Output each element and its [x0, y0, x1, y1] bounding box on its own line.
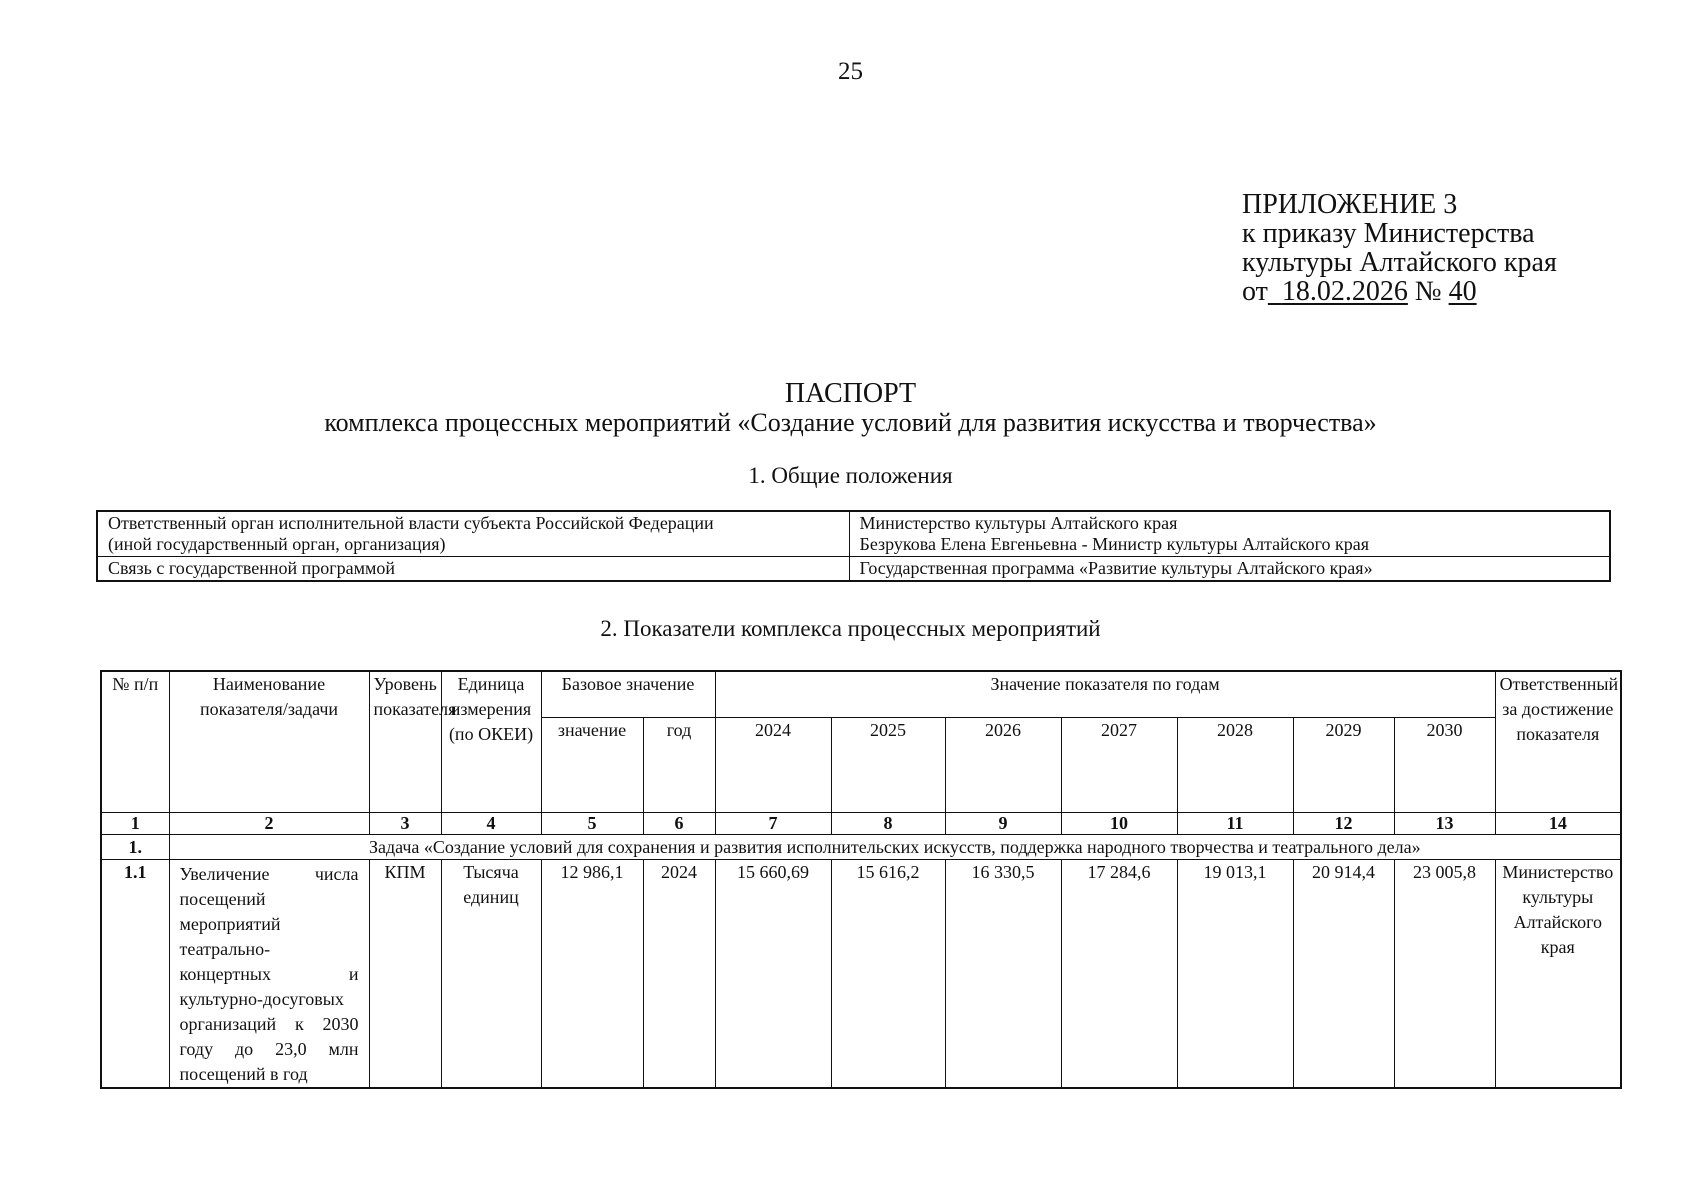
appendix-line-2: к приказу Министерства [1242, 218, 1535, 249]
column-number: 10 [1061, 813, 1177, 835]
row-num: 1.1 [101, 860, 169, 1089]
column-number: 14 [1495, 813, 1621, 835]
general-label-cell: Связь с государственной программой [97, 557, 849, 582]
header-row [101, 671, 1621, 718]
header-base-value: значение [541, 718, 643, 813]
appendix-title: ПРИЛОЖЕНИЕ 3 [1242, 189, 1458, 220]
general-row [97, 557, 1610, 582]
header-by-years: Значение показателя по годам [715, 671, 1495, 718]
column-number: 4 [441, 813, 541, 835]
row-value-2026: 16 330,5 [945, 860, 1061, 1089]
row-responsible: Министерство культуры Алтайского края [1495, 860, 1621, 1089]
header-year-2030: 2030 [1394, 718, 1495, 813]
indicators-heading: 2. Показатели комплекса процессных мероприятий [600, 616, 1101, 641]
column-number: 6 [643, 813, 715, 835]
header-year-2026: 2026 [945, 718, 1061, 813]
header-num: № п/п [101, 671, 169, 813]
header-base: Базовое значение [541, 671, 715, 718]
column-number: 13 [1394, 813, 1495, 835]
header-year-2024: 2024 [715, 718, 831, 813]
number-prefix: № [1414, 276, 1442, 307]
column-number: 9 [945, 813, 1061, 835]
header-unit: Единица измерения (по ОКЕИ) [441, 671, 541, 813]
order-number: 40 [1448, 276, 1477, 307]
appendix-date-line [1242, 277, 1557, 306]
column-number: 12 [1293, 813, 1394, 835]
page-number: 25 [838, 58, 863, 85]
column-number: 5 [541, 813, 643, 835]
header-name: Наименование показателя/задачи [169, 671, 369, 813]
passport-subtitle: комплекса процессных мероприятий «Создание условий для развития искусства и творчества» [324, 408, 1377, 437]
general-value-cell: Министерство культуры Алтайского края Безрукова Елена Евгеньевна - Министр культуры Алтайского края [849, 511, 1610, 557]
appendix-block [1242, 190, 1557, 306]
indicators-table [100, 670, 1622, 1089]
column-number: 7 [715, 813, 831, 835]
row-level: КПМ [369, 860, 441, 1089]
column-number: 11 [1177, 813, 1293, 835]
row-value-2028: 19 013,1 [1177, 860, 1293, 1089]
header-year-2025: 2025 [831, 718, 945, 813]
header-responsible: Ответственный за достижение показателя [1495, 671, 1621, 813]
column-number: 3 [369, 813, 441, 835]
row-name: Увеличение числа посещений мероприятий театрально-концертных и культурно-досуговых организаций к 2030 году до 23,0 млн посещений в год [169, 860, 369, 1089]
general-value-cell: Государственная программа «Развитие культуры Алтайского края» [849, 557, 1610, 582]
row-value-2024: 15 660,69 [715, 860, 831, 1089]
row-value-2029: 20 914,4 [1293, 860, 1394, 1089]
column-number: 8 [831, 813, 945, 835]
header-base-year: год [643, 718, 715, 813]
row-unit: Тысяча единиц [441, 860, 541, 1089]
table-row [101, 860, 1621, 1089]
task-text: Задача «Создание условий для сохранения и развития исполнительских искусств, поддержка народного творчества и театрального дела» [169, 835, 1621, 860]
row-base-value: 12 986,1 [541, 860, 643, 1089]
row-value-2027: 17 284,6 [1061, 860, 1177, 1089]
row-value-2025: 15 616,2 [831, 860, 945, 1089]
row-base-year: 2024 [643, 860, 715, 1089]
from-prefix: от [1242, 276, 1268, 307]
general-label-cell: Ответственный орган исполнительной власти субъекта Российской Федерации (иной государственный орган, организация) [97, 511, 849, 557]
general-row [97, 511, 1610, 557]
general-heading: 1. Общие положения [748, 463, 953, 488]
row-value-2030: 23 005,8 [1394, 860, 1495, 1089]
header-year-2028: 2028 [1177, 718, 1293, 813]
passport-title: ПАСПОРТ [784, 378, 917, 409]
task-row [101, 835, 1621, 860]
header-year-2029: 2029 [1293, 718, 1394, 813]
appendix-line-3: культуры Алтайского края [1242, 247, 1557, 278]
header-level: Уровень показателя [369, 671, 441, 813]
header-year-2027: 2027 [1061, 718, 1177, 813]
order-date: 18.02.2026 [1281, 276, 1408, 307]
task-num: 1. [101, 835, 169, 860]
general-table [96, 510, 1611, 582]
column-number: 2 [169, 813, 369, 835]
column-numbers-row [101, 813, 1621, 835]
column-number: 1 [101, 813, 169, 835]
